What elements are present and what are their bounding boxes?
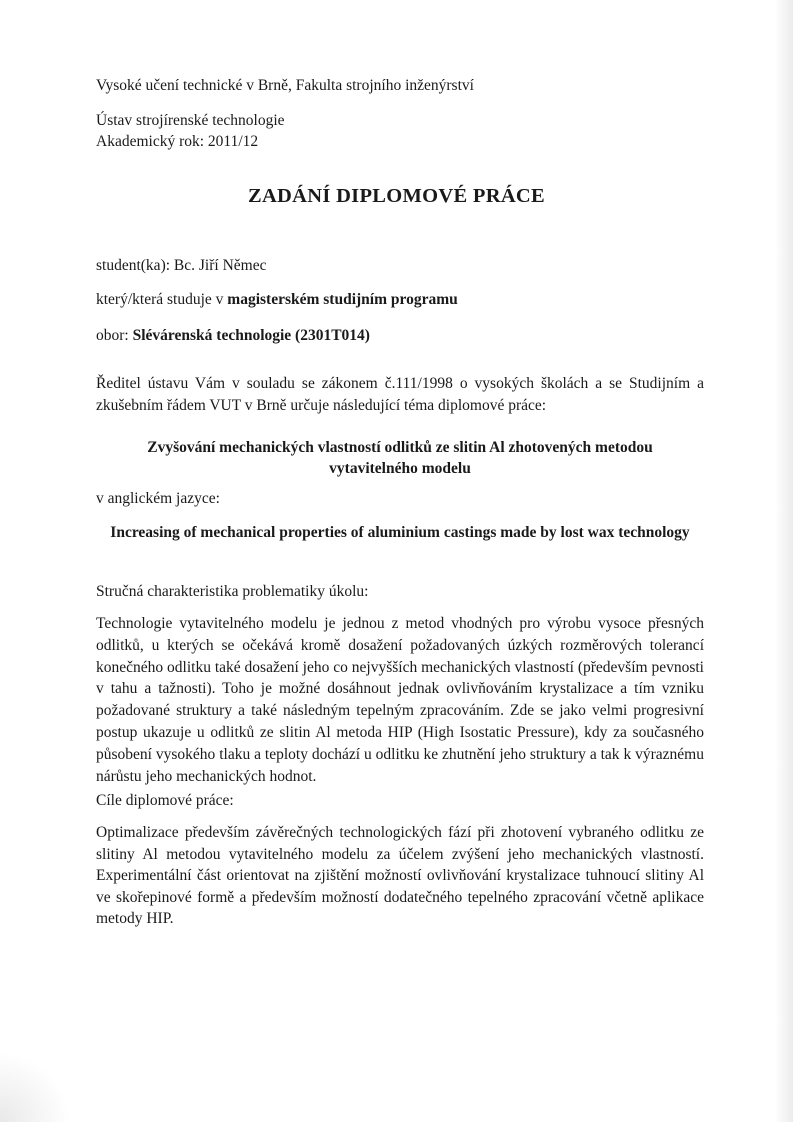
intro-paragraph: Ředitel ústavu Vám v souladu se zákonem č.111/1998 o vysokých školách a se Studijním a zkušebním řádem VUT v Brně určuje následující téma diplomové práce:: [96, 375, 704, 414]
thesis-title-cz-line1: Zvyšování mechanických vlastností odlitků ze slitin Al zhotovených metodou: [147, 439, 653, 456]
characteristics-paragraph: Technologie vytavitelného modelu je jednou z metod vhodných pro výrobu vysoce přesných odlitků, u kterých se očekává kromě dosažení požadovaných úzkých rozměrových tolerancí konečného odlitku také dosažení jeho co nejvyšších mechanických vlastností (především pevnosti v tahu a tažnosti). Toho je možné dosáhnout jednak ovlivňováním krystalizace a tím vzniku požadované struktury a také následným tepelným zpracováním. Zde se jako velmi progresivní postup ukazuje u odlitků ze slitin Al metoda HIP (High Isostatic Pressure), kdy za současného působení vysokého tlaku a teploty dochází u odlitku ke zhutnění jeho struktury a tak k výraznému nárůstu jeho mechanických hodnot.: [96, 615, 704, 785]
goals-paragraph: Optimalizace především závěrečných technologických fází při zhotovení vybraného odlitku ze slitiny Al metodou vytavitelného modelu za účelem zvýšení jeho mechanických vlastností. Experimentální část orientovat na zjištění možností ovlivňování krystalizace tuhnoucí slitiny Al ve skořepinové formě a především možností dodatečného tepelného zpracování včetně aplikace metody HIP.: [96, 824, 704, 927]
characteristics-heading: Stručná charakteristika problematiky úkolu:: [96, 583, 369, 600]
university-line: Vysoké učení technické v Brně, Fakulta strojního inženýrství: [96, 77, 474, 94]
thesis-title-cz: [96, 437, 704, 479]
program-name: magisterském studijním programu: [227, 291, 458, 308]
academic-year-line: Akademický rok: 2011/12: [96, 133, 259, 150]
goals-heading: Cíle diplomové práce:: [96, 792, 234, 809]
field-label: obor:: [96, 327, 133, 344]
student-name: Bc. Jiří Němec: [173, 257, 267, 274]
english-label: v anglickém jazyce:: [96, 490, 220, 507]
thesis-title-en: Increasing of mechanical properties of aluminium castings made by lost wax technology: [110, 524, 690, 541]
student-label: student(ka):: [96, 257, 174, 274]
program-line: [96, 291, 458, 309]
page-corner-shadow: [0, 1052, 70, 1122]
institute-line: Ústav strojírenské technologie: [96, 112, 285, 129]
field-line: [96, 327, 370, 345]
thesis-title-cz-line2: vytavitelného modelu: [329, 460, 471, 477]
page-edge-shadow: [775, 0, 793, 1122]
document-title: ZADÁNÍ DIPLOMOVÉ PRÁCE: [247, 185, 546, 207]
student-line: [96, 257, 266, 275]
field-name: Slévárenská technologie (2301T014): [132, 327, 370, 344]
program-prefix: který/která studuje v: [96, 291, 228, 308]
document-header: [96, 75, 704, 152]
